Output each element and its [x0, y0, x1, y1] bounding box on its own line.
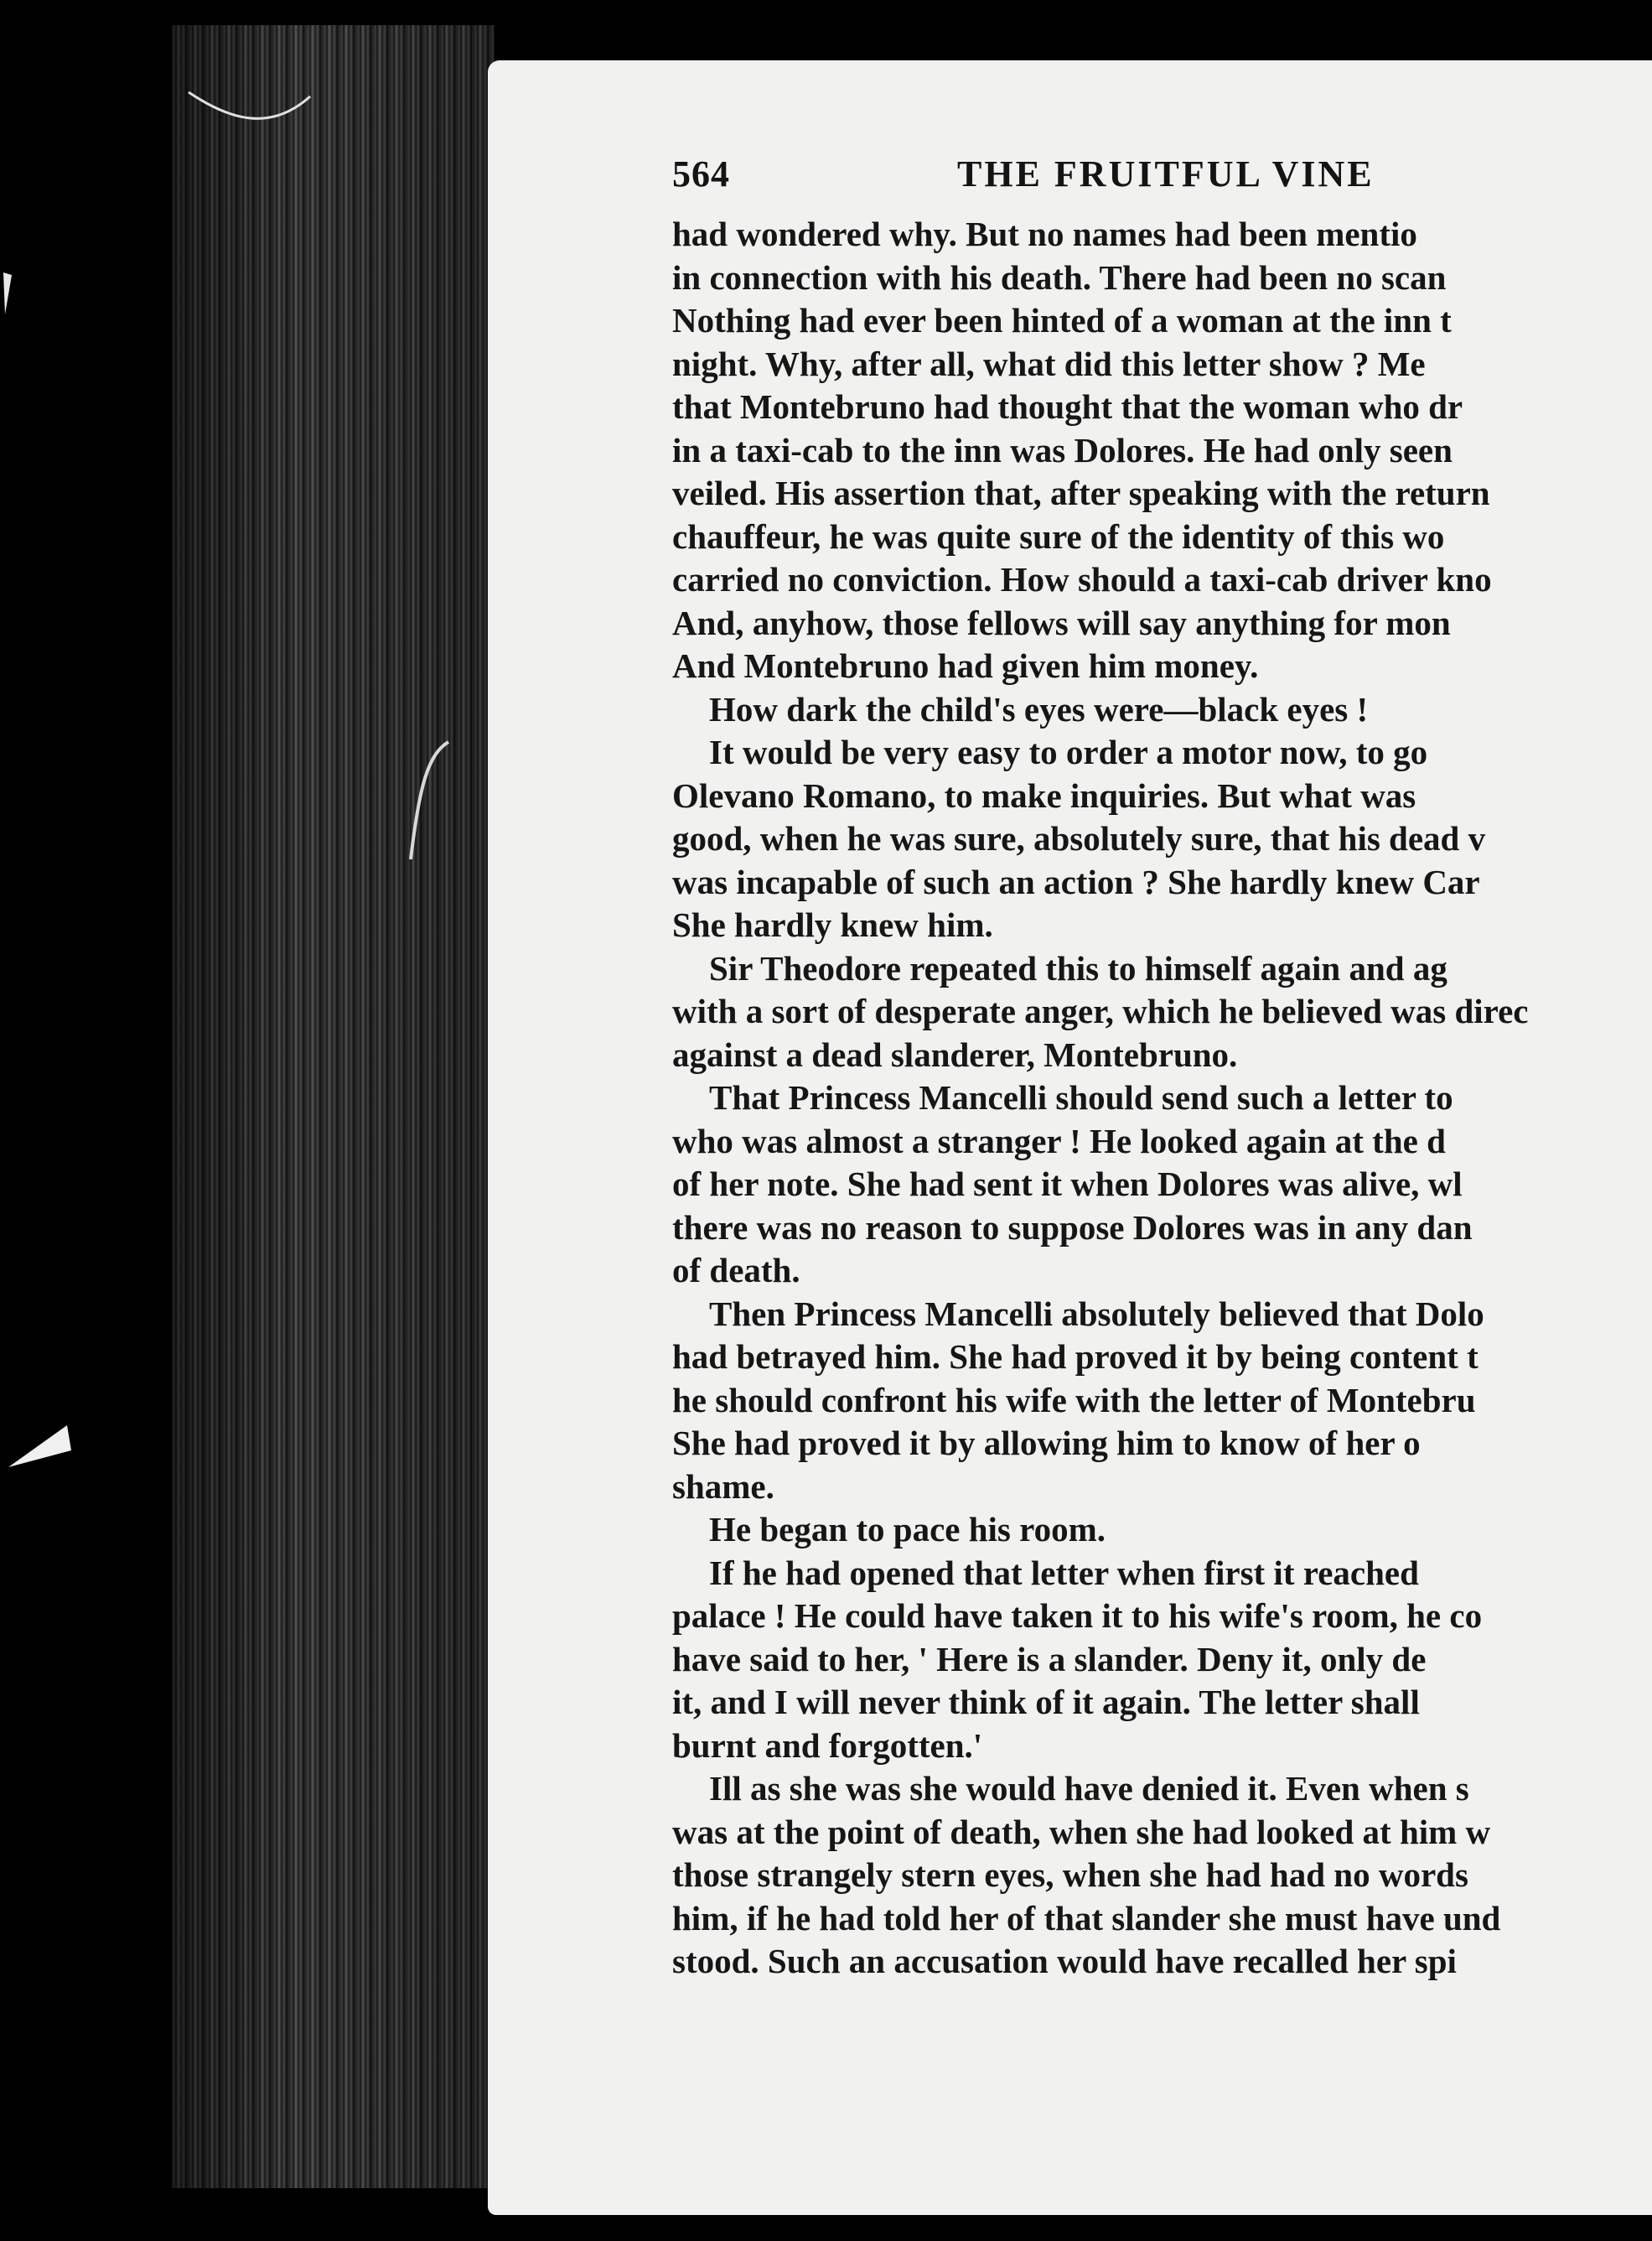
text-line: was incapable of such an action ? She hardly knew Car: [672, 862, 1480, 901]
text-line: palace ! He could have taken it to his wife's room, he co: [672, 1596, 1483, 1635]
text-line: Olevano Romano, to make inquiries. But what was: [672, 776, 1416, 815]
paragraph-first-line: Ill as she was she would have denied it. Even when s: [709, 1769, 1469, 1808]
text-line: there was no reason to suppose Dolores was in any dan: [672, 1207, 1473, 1247]
paragraph-first-line: Then Princess Mancelli absolutely believed that Dolo: [709, 1294, 1484, 1333]
text-line: night. Why, after all, what did this letter show ? Me: [672, 344, 1426, 383]
text-line: he should confront his wife with the letter of Montebru: [672, 1380, 1476, 1419]
text-line: And, anyhow, those fellows will say anything for mon: [672, 603, 1451, 642]
running-head: [672, 153, 1652, 203]
text-line: in a taxi-cab to the inn was Dolores. He had only seen: [672, 430, 1453, 469]
text-line: stood. Such an accusation would have recalled her spi: [672, 1942, 1457, 1980]
body-text: [672, 213, 1652, 1984]
paragraph-first-line: Sir Theodore repeated this to himself again and ag: [709, 948, 1447, 988]
paragraph-first-line: It would be very easy to order a motor now, to go: [709, 733, 1428, 771]
paragraph-first-line: If he had opened that letter when first it reached: [709, 1553, 1419, 1592]
text-line: She hardly knew him.: [672, 905, 993, 944]
text-line: good, when he was sure, absolutely sure, that his dead v: [672, 819, 1486, 858]
left-edge-fleck: [0, 268, 17, 319]
binding-crack-mark: [402, 738, 453, 864]
text-line: had wondered why. But no names had been mentio: [672, 215, 1417, 253]
text-line: chauffeur, he was quite sure of the identity of this wo: [672, 516, 1445, 556]
text-line: had betrayed him. She had proved it by being content t: [672, 1337, 1479, 1376]
page-number: 564: [672, 153, 730, 195]
text-line: him, if he had told her of that slander she must have und: [672, 1898, 1501, 1938]
paragraph-first-line: How dark the child's eyes were—black eyes !: [709, 689, 1369, 729]
text-line: who was almost a stranger ! He looked again at the d: [672, 1121, 1446, 1160]
text-line: burnt and forgotten.': [672, 1725, 983, 1765]
text-line: And Montebruno had given him money.: [672, 646, 1259, 685]
paragraph-first-line: That Princess Mancelli should send such a letter to: [709, 1078, 1453, 1117]
book-page: [488, 60, 1652, 2215]
text-line: was at the point of death, when she had looked at him w: [672, 1812, 1491, 1851]
text-line: Nothing had ever been hinted of a woman at the inn t: [672, 301, 1452, 340]
top-edge-scratch-mark: [184, 84, 318, 143]
text-line: it, and I will never think of it again. The letter shall: [672, 1683, 1420, 1721]
text-line: veiled. His assertion that, after speaking with the return: [672, 474, 1490, 512]
text-line: in connection with his death. There had been no scan: [672, 257, 1447, 297]
text-line: of her note. She had sent it when Dolores was alive, wl: [672, 1165, 1463, 1203]
text-line: shame.: [672, 1466, 774, 1506]
left-edge-tear-mark: [0, 1417, 84, 1476]
text-line: those strangely stern eyes, when she had had no words: [672, 1855, 1468, 1894]
text-line: that Montebruno had thought that the woman who dr: [672, 387, 1463, 426]
book-title: THE FRUITFUL VINE: [957, 153, 1375, 195]
text-line: with a sort of desperate anger, which he believed was direc: [672, 992, 1529, 1030]
text-line: against a dead slanderer, Montebruno.: [672, 1035, 1238, 1074]
text-line: carried no conviction. How should a taxi-cab driver kno: [672, 560, 1492, 599]
text-line: She had proved it by allowing him to know of her o: [672, 1424, 1421, 1462]
text-line: of death.: [672, 1251, 800, 1289]
book-edge-shadow: [172, 25, 495, 2188]
paragraph-first-line: He began to pace his room.: [709, 1510, 1106, 1548]
text-line: have said to her, ' Here is a slander. Deny it, only de: [672, 1639, 1427, 1678]
